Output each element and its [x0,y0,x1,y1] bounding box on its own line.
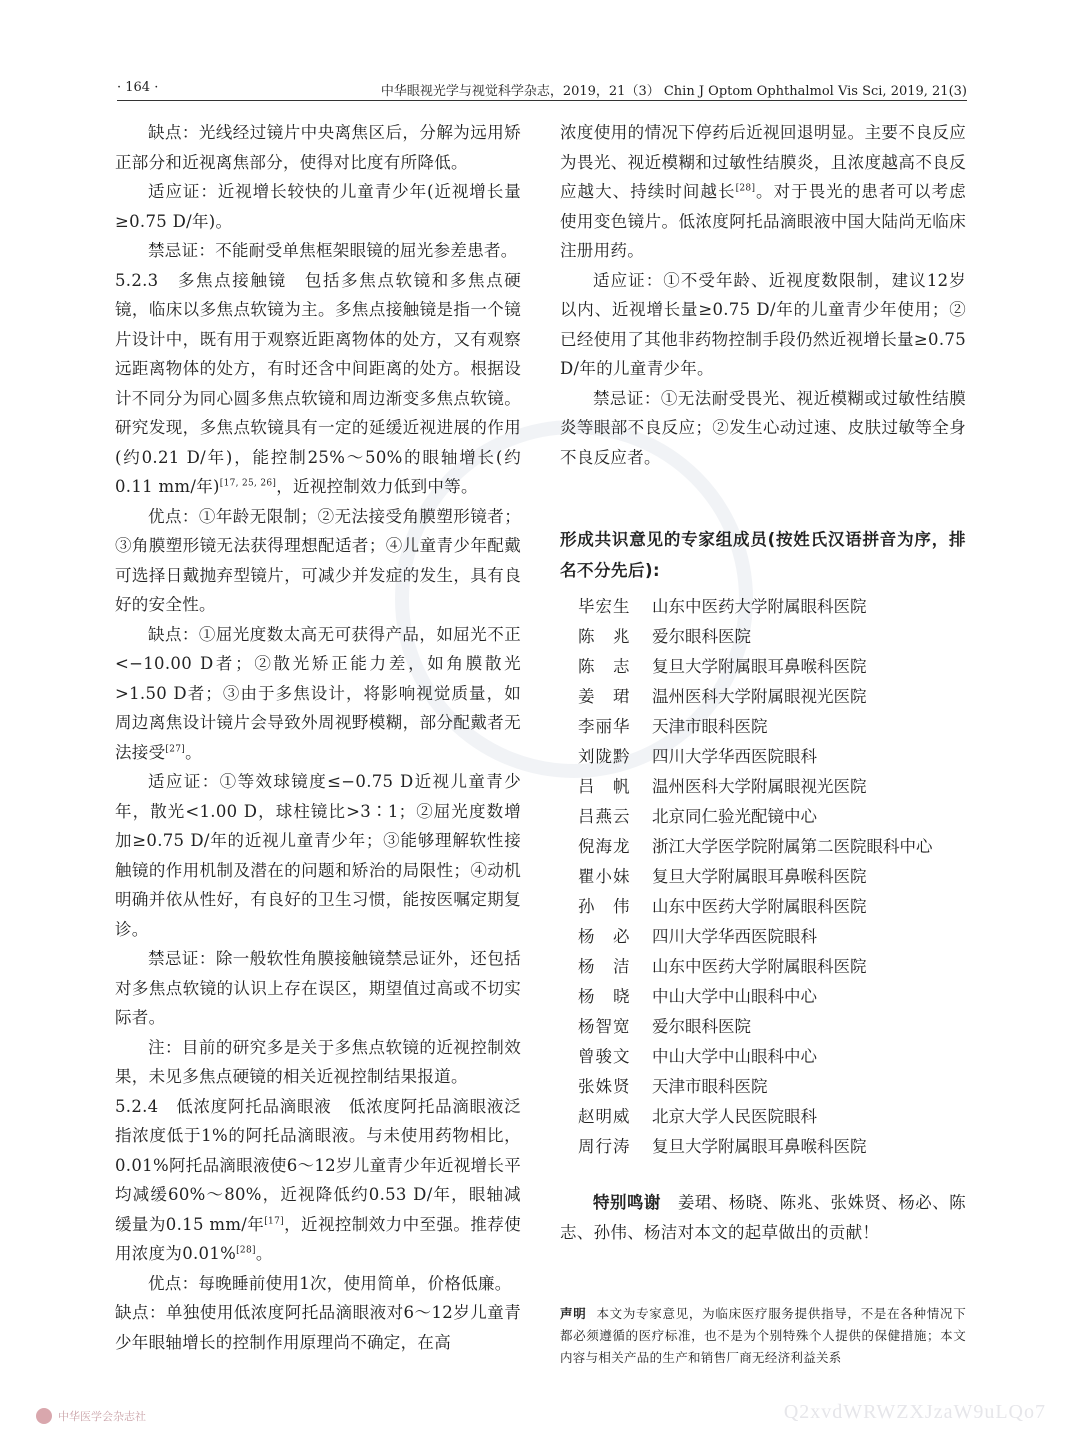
expert-item [560,922,966,952]
paragraph: 优点：①年龄无限制；②无法接受角膜塑形镜者；③角膜塑形镜无法获得理想配适者；④儿童青少年配戴可选择日戴抛弃型镜片，可减少并发症的发生，具有良好的安全性。 [115,506,521,614]
expert-item [560,1012,966,1042]
right-column [560,118,966,1369]
expert-name: 姜 珺 [578,687,631,706]
expert-name: 倪海龙 [578,837,631,856]
expert-item [560,742,966,772]
expert-item [560,1072,966,1102]
expert-item [560,682,966,712]
expert-name: 赵明威 [578,1107,631,1126]
paragraph: 缺点：①屈光度数太高无可获得产品，如屈光不正<−10.00 D者；②散光矫正能力差，如角膜散光>1.50 D者；③由于多焦设计，将影响视觉质量，如周边离焦设计镜片会导致外周视野模糊，部分配戴者无法接受[27]。 [115,624,521,762]
expert-item [560,862,966,892]
left-column [115,118,521,1357]
paragraph: 优点：每晚睡前使用1次，使用简单，价格低廉。 [148,1273,512,1293]
expert-item [560,802,966,832]
citation[interactable]: [28] [236,1245,256,1256]
citation[interactable]: [17, 25, 26] [219,478,277,489]
declaration: 声明 本文为专家意见，为临床医疗服务提供指导，不是在各种情况下都必须遵循的医疗标准，也不是为个别特殊个人提供的保健措施；本文内容与相关产品的生产和销售厂商无经济利益关系 [560,1306,966,1365]
expert-affiliation: 山东中医药大学附属眼科医院 [652,597,867,616]
expert-name: 杨 洁 [578,957,631,976]
declaration-label: 声明 [560,1306,587,1321]
expert-name: 刘陇黔 [578,747,631,766]
expert-affiliation: 天津市眼科医院 [652,717,768,736]
section-5-2-3: 5.2.3 多焦点接触镜 包括多焦点软镜和多焦点硬镜，临床以多焦点软镜为主。多焦点接触镜是指一个镜片设计中，既有用于观察近距离物体的处方，又有观察远距离物体的处方，有时还含中间距离的处方。根据设计不同分为同心圆多焦点软镜和周边渐变多焦点软镜。研究发现，多焦点软镜具有一定的延缓近视进展的作用(约0.21 D/年)，能控制25%～50%的眼轴增长(约0.11 mm/年)[17, 25, 26]，近视控制效力低到中等。 [115,270,521,496]
expert-item [560,652,966,682]
expert-name: 李丽华 [578,717,631,736]
paragraph: 适应证：近视增长较快的儿童青少年(近视增长量≥0.75 D/年)。 [115,182,521,231]
expert-item [560,832,966,862]
publisher-footer: 中华医学会杂志社 [36,1408,146,1424]
expert-name: 陈 志 [578,657,631,676]
expert-item [560,772,966,802]
expert-affiliation: 山东中医药大学附属眼科医院 [652,957,867,976]
expert-name: 吕 帆 [578,777,631,796]
expert-item [560,1132,966,1162]
expert-item [560,952,966,982]
expert-affiliation: 复旦大学附属眼耳鼻喉科医院 [652,867,867,886]
expert-group-heading: 形成共识意见的专家组成员(按姓氏汉语拼音为序，排名不分先后): [560,530,966,580]
expert-item [560,622,966,652]
expert-affiliation: 爱尔眼科医院 [652,627,751,646]
expert-name: 周行涛 [578,1137,631,1156]
expert-name: 吕燕云 [578,807,631,826]
expert-name: 杨智宽 [578,1017,631,1036]
expert-affiliation: 北京同仁验光配镜中心 [652,807,817,826]
paragraph: 禁忌证：除一般软性角膜接触镜禁忌证外，还包括对多焦点软镜的认识上存在误区，期望值过高或不切实际者。 [115,949,521,1027]
paragraph: 适应证：①不受年龄、近视度数限制，建议12岁以内、近视增长量≥0.75 D/年的儿童青少年使用；②已经使用了其他非药物控制手段仍然近视增长量≥0.75 D/年的儿童青少年。 [560,270,966,378]
acknowledgement: 特别鸣谢 姜珺、杨晓、陈兆、张姝贤、杨必、陈志、孙伟、杨洁对本文的起草做出的贡献！ [560,1193,966,1242]
expert-item [560,592,966,622]
expert-list [560,592,966,1162]
publisher-logo-icon [36,1408,52,1424]
expert-name: 孙 伟 [578,897,631,916]
expert-name: 陈 兆 [578,627,631,646]
expert-name: 瞿小妹 [578,867,631,886]
expert-affiliation: 四川大学华西医院眼科 [652,747,817,766]
paragraph: 注：目前的研究多是关于多焦点软镜的近视控制效果，未见多焦点硬镜的相关近视控制结果报道。 [115,1037,521,1086]
expert-name: 毕宏生 [578,597,631,616]
expert-affiliation: 北京大学人民医院眼科 [652,1107,817,1126]
running-header [117,78,967,101]
expert-affiliation: 天津市眼科医院 [652,1077,768,1096]
expert-affiliation: 温州医科大学附属眼视光医院 [652,687,867,706]
paragraph: 缺点：光线经过镜片中央离焦区后，分解为远用矫正部分和近视离焦部分，使得对比度有所降低。 [115,123,521,172]
journal-citation: 中华眼视光学与视觉科学杂志，2019，21（3） Chin J Optom Ophthalmol Vis Sci, 2019, 21(3) [380,84,967,99]
expert-affiliation: 中山大学中山眼科中心 [652,1047,817,1066]
document-code: Q2xvdWRWZXJzaW9uLQo7 [783,1401,1046,1423]
expert-item [560,892,966,922]
citation[interactable]: [27] [165,744,186,754]
paragraph: 适应证：①等效球镜度≤−0.75 D近视儿童青少年，散光<1.00 D，球柱镜比>3∶1；②屈光度数增加≥0.75 D/年的近视儿童青少年；③能够理解软性接触镜的作用机制及潜在的问题和矫治的局限性；④动机明确并依从性好，有良好的卫生习惯，能按医嘱定期复诊。 [115,772,521,939]
page-number: · 164 · [117,80,159,95]
paragraph: 禁忌证：不能耐受单焦框架眼镜的屈光参差患者。 [148,241,518,260]
expert-affiliation: 中山大学中山眼科中心 [652,987,817,1006]
thanks-label: 特别鸣谢 [593,1193,661,1212]
expert-item [560,1102,966,1132]
expert-name: 杨 晓 [578,987,631,1006]
expert-affiliation: 温州医科大学附属眼视光医院 [652,777,867,796]
expert-affiliation: 复旦大学附属眼耳鼻喉科医院 [652,657,867,676]
expert-name: 杨 必 [578,927,631,946]
citation[interactable]: [28] [735,183,756,194]
paragraph: 浓度使用的情况下停药后近视回退明显。主要不良反应为畏光、视近模糊和过敏性结膜炎，且浓度越高不良反应越大、持续时间越长[28]。对于畏光的患者可以考虑使用变色镜片。低浓度阿托品滴眼液中国大陆尚无临床注册用药。 [560,123,966,260]
expert-name: 曾骏文 [578,1047,631,1066]
expert-affiliation: 山东中医药大学附属眼科医院 [652,897,867,916]
expert-item [560,1042,966,1072]
section-5-2-4: 5.2.4 低浓度阿托品滴眼液 低浓度阿托品滴眼液泛指浓度低于1%的阿托品滴眼液。与未使用药物相比，0.01%阿托品滴眼液使6～12岁儿童青少年近视增长平均减缓60%～80%，近视降低约0.53 D/年，眼轴减缓量为0.15 mm/年[17]，近视控制效力中至强。推荐使用浓度为0.01%[28]。 [115,1096,522,1263]
expert-item [560,712,966,742]
citation[interactable]: [17] [264,1216,284,1226]
paragraph: 禁忌证：①无法耐受畏光、视近模糊或过敏性结膜炎等眼部不良反应；②发生心动过速、皮肤过敏等全身不良反应者。 [560,388,966,467]
paragraph: 缺点：单独使用低浓度阿托品滴眼液对6～12岁儿童青少年眼轴增长的控制作用原理尚不确定，在高 [115,1303,521,1352]
expert-affiliation: 浙江大学医学院附属第二医院眼科中心 [652,837,933,856]
expert-affiliation: 复旦大学附属眼耳鼻喉科医院 [652,1137,867,1156]
expert-item [560,982,966,1012]
expert-affiliation: 四川大学华西医院眼科 [652,927,817,946]
expert-affiliation: 爱尔眼科医院 [652,1017,751,1036]
expert-name: 张姝贤 [578,1077,631,1096]
